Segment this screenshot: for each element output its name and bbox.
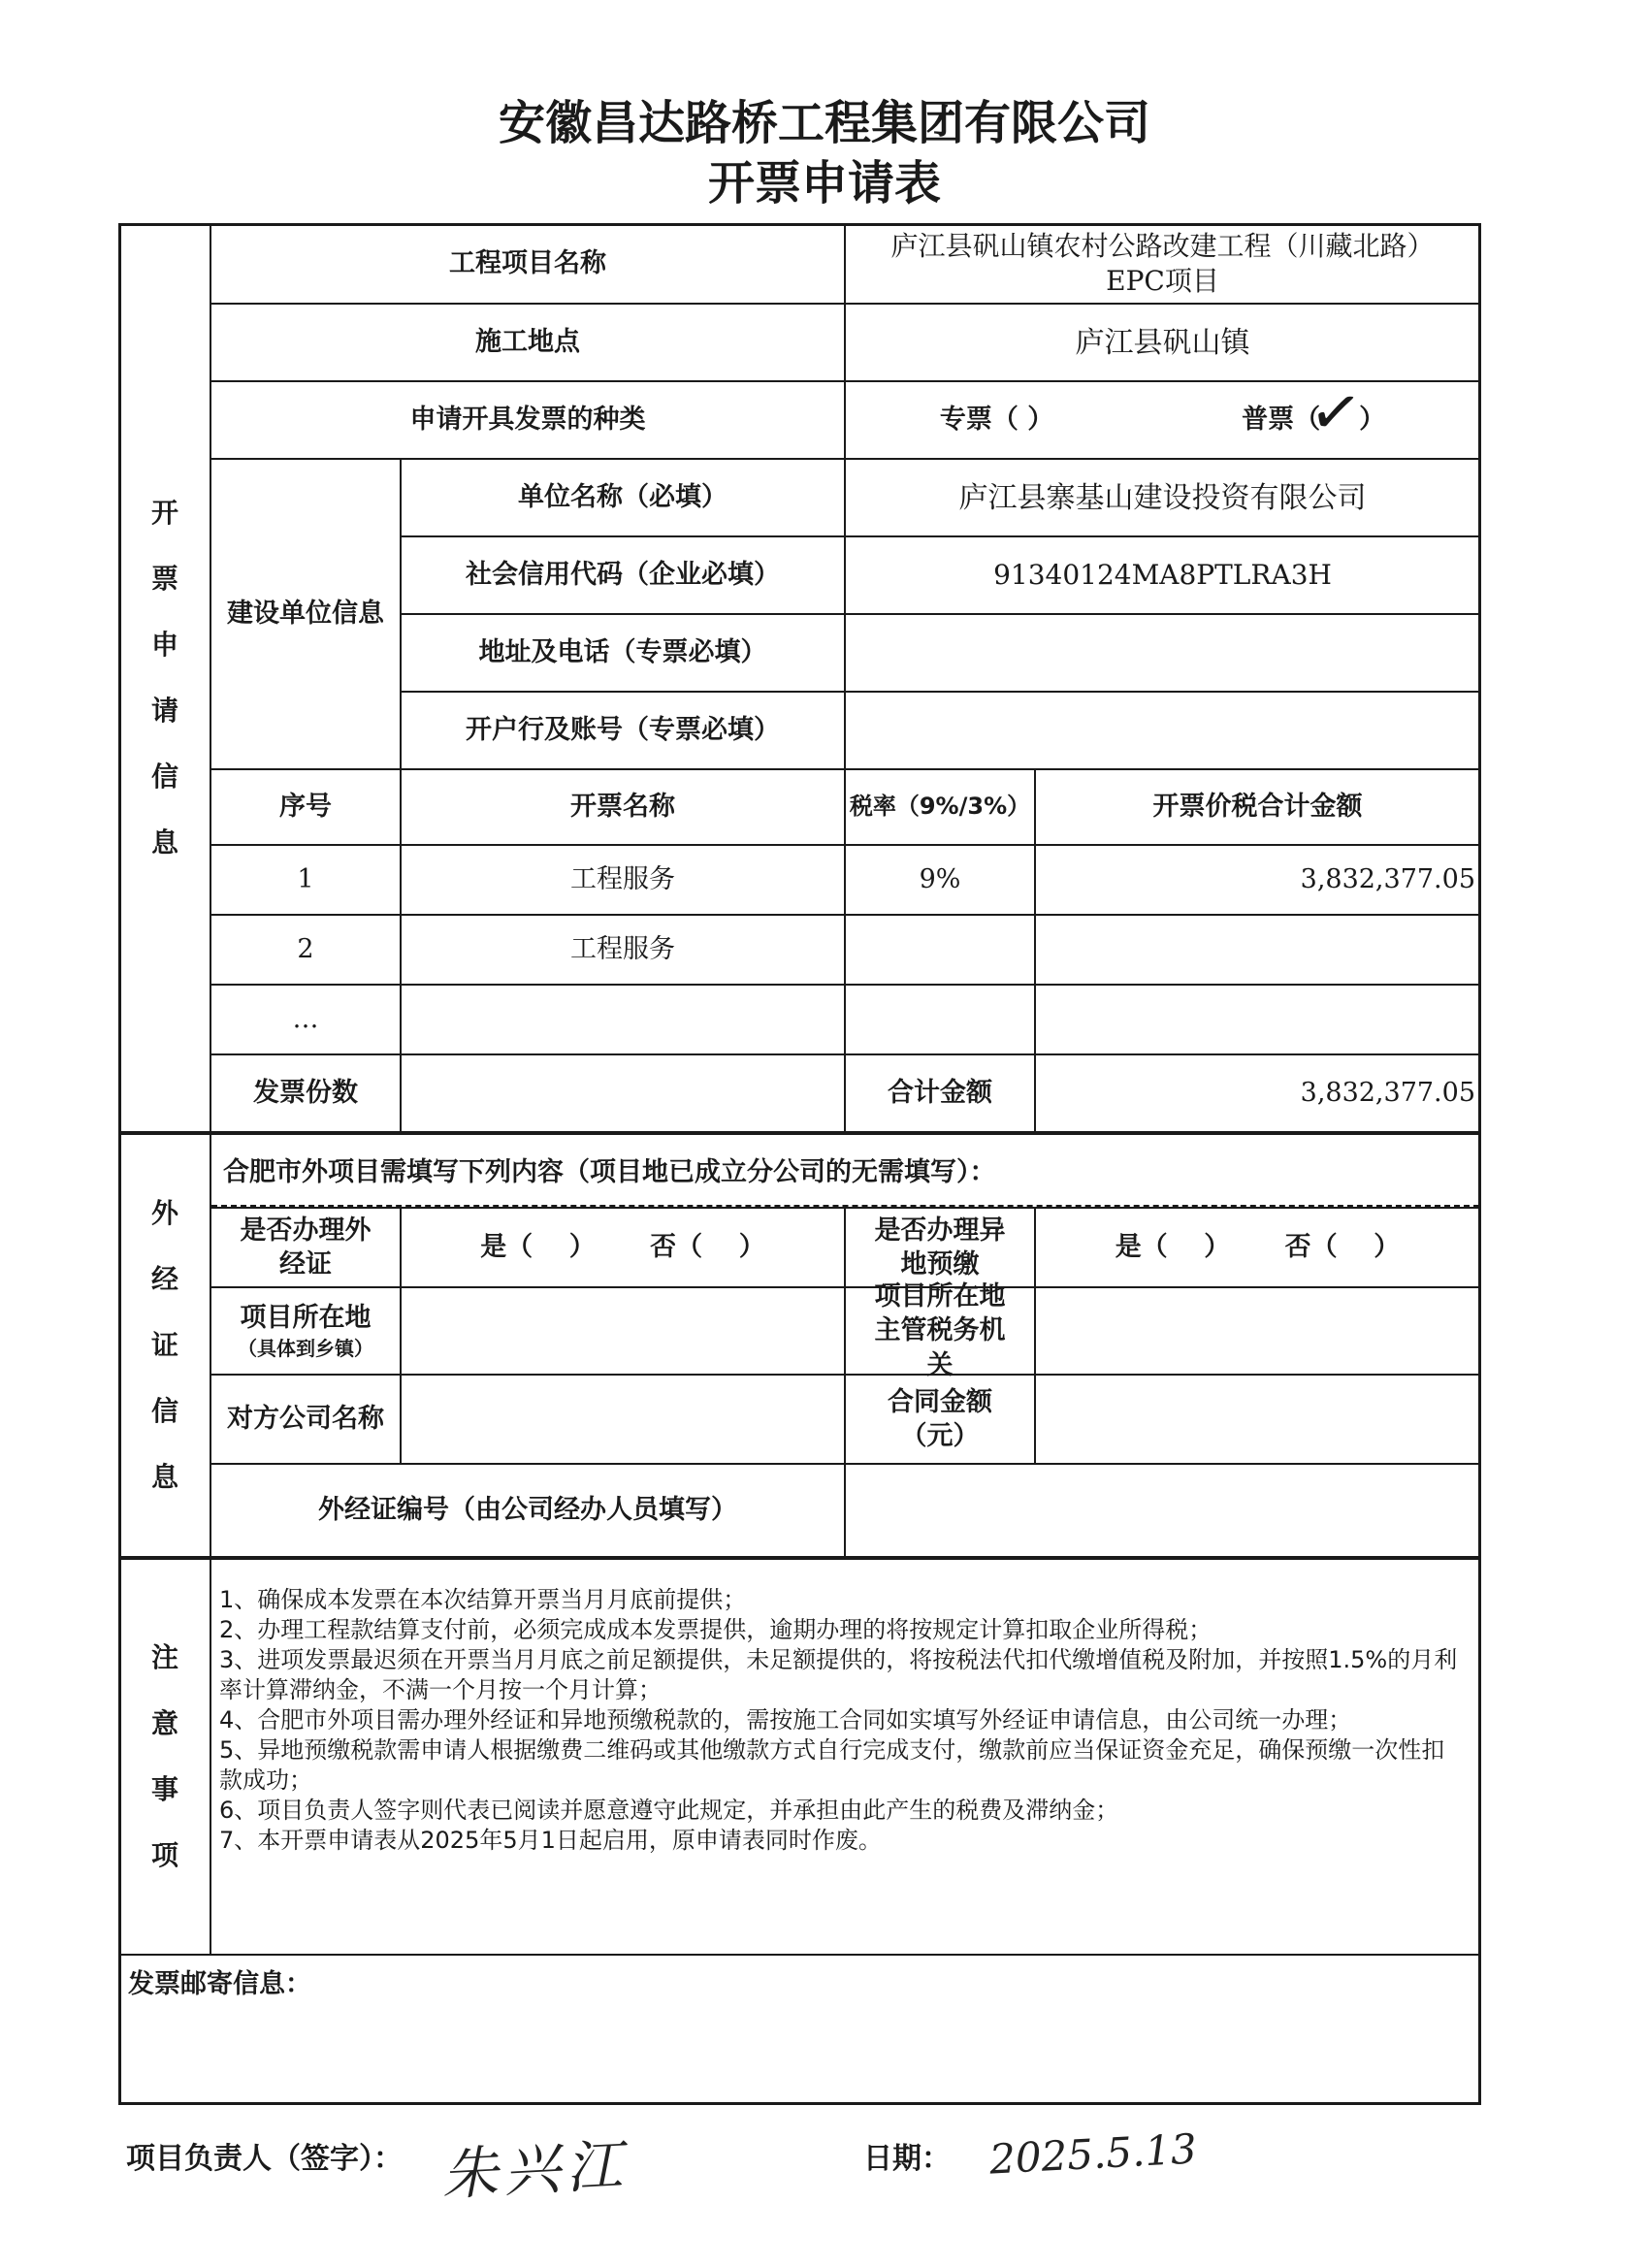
permit-intro: 合肥市外项目需填写下列内容（项目地已成立分公司的无需填写）： [210, 1133, 1481, 1211]
permit-q1-label: 是否办理外经证 [210, 1207, 402, 1288]
note-item: 6、项目负责人签字则代表已阅读并愿意遵守此规定，并承担由此产生的税费及滞纳金； [219, 1797, 1119, 1824]
table-row-1-no: 1 [210, 844, 402, 916]
mailing-info-box[interactable] [118, 1954, 1481, 2105]
section-invoice-label: 开 票 申 请 信 息 [118, 223, 211, 1133]
form-title: 开票申请表 [707, 156, 941, 211]
contract-amount-label: 合同金额（元） [844, 1374, 1036, 1465]
project-location-value[interactable] [400, 1286, 846, 1376]
permit-number-label: 外经证编号（由公司经办人员填写） [210, 1463, 846, 1558]
invoice-count-label: 发票份数 [210, 1053, 402, 1133]
note-item: 3、进项发票最迟须在开票当月月底之前足额提供，未足额提供的，将按税法代扣代缴增值税及附加，并按照1.5%的月利率计算滞纳金，不满一个月按一个月计算； [219, 1646, 1458, 1703]
tax-office-label: 项目所在地主管税务机关 [844, 1286, 1036, 1376]
bank-account-label: 开户行及账号（专票必填） [400, 691, 846, 770]
special-invoice-option[interactable]: 专票（ ） [939, 405, 1054, 436]
section-notes-label: 注 意 事 项 [118, 1558, 211, 1956]
contract-amount-value[interactable] [1034, 1374, 1481, 1465]
credit-code-label: 社会信用代码（企业必填） [400, 535, 846, 615]
bank-account-value[interactable] [844, 691, 1481, 770]
counterparty-value[interactable] [400, 1374, 846, 1465]
invoice-count-value[interactable] [400, 1053, 846, 1133]
table-row-2-amount[interactable] [1034, 914, 1481, 986]
note-item: 4、合肥市外项目需办理外经证和异地预缴税款的，需按施工合同如实填写外经证申请信息，由公司统一办理； [219, 1706, 1352, 1733]
col-header-rate: 税率（9%/3%） [844, 768, 1036, 846]
check-mark-icon: ✓ [1305, 374, 1367, 453]
invoice-type-label: 申请开具发票的种类 [210, 380, 846, 460]
table-row-1-name: 工程服务 [400, 844, 846, 916]
address-phone-value[interactable] [844, 613, 1481, 693]
note-item: 7、本开票申请表从2025年5月1日起启用，原申请表同时作废。 [219, 1827, 882, 1854]
signer-label: 项目负责人（签字）： [126, 2142, 403, 2176]
application-form [118, 223, 1481, 2105]
note-item: 1、确保成本发票在本次结算开票当月月底前提供； [219, 1586, 747, 1613]
builder-info-label: 建设单位信息 [210, 458, 402, 770]
table-row-1-rate: 9% [844, 844, 1036, 916]
unit-name-value: 庐江县寨基山建设投资有限公司 [844, 458, 1481, 537]
project-location-sublabel: （具体到乡镇） [238, 1336, 373, 1360]
col-header-name: 开票名称 [400, 768, 846, 846]
note-item: 2、办理工程款结算支付前，必须完成成本发票提供，逾期办理的将按规定计算扣取企业所得税； [219, 1616, 1212, 1643]
permit-q2-options[interactable]: 是（ ） 否（ ） [1034, 1207, 1481, 1288]
col-header-amount: 开票价税合计金额 [1034, 768, 1481, 846]
table-row-1-amount: 3,832,377.05 [1034, 844, 1481, 916]
counterparty-label: 对方公司名称 [210, 1374, 402, 1465]
project-name-value: 庐江县矾山镇农村公路改建工程（川藏北路）EPC项目 [844, 223, 1481, 305]
credit-code-value: 91340124MA8PTLRA3H [844, 535, 1481, 615]
table-row-3-no: … [210, 984, 402, 1055]
notes-list [210, 1558, 1481, 1956]
date-label: 日期： [863, 2142, 951, 2176]
company-title: 安徽昌达路桥工程集团有限公司 [498, 96, 1150, 150]
table-row-3-name[interactable] [400, 984, 846, 1055]
table-row-2-no: 2 [210, 914, 402, 986]
note-item: 5、异地预缴税款需申请人根据缴费二维码或其他缴款方式自行完成支付，缴款前应当保证资金充足，确保预缴一次性扣款成功； [219, 1736, 1445, 1794]
mailing-info-label: 发票邮寄信息： [128, 1969, 311, 1999]
signature: 朱兴江 [439, 2132, 630, 2208]
permit-q2-label: 是否办理异地预缴 [844, 1207, 1036, 1288]
table-row-3-amount[interactable] [1034, 984, 1481, 1055]
total-amount-value: 3,832,377.05 [1034, 1053, 1481, 1133]
section-permit-label: 外 经 证 信 息 [118, 1133, 211, 1558]
total-amount-label: 合计金额 [844, 1053, 1036, 1133]
unit-name-label: 单位名称（必填） [400, 458, 846, 537]
site-label: 施工地点 [210, 303, 846, 382]
address-phone-label: 地址及电话（专票必填） [400, 613, 846, 693]
invoice-type-options [844, 374, 1481, 460]
project-location-label: 项目所在地 （具体到乡镇） [210, 1286, 402, 1376]
date-value: 2025.5.13 [987, 2124, 1198, 2184]
project-name-label: 工程项目名称 [210, 223, 846, 305]
permit-number-value[interactable] [844, 1463, 1481, 1558]
permit-q1-options[interactable]: 是（ ） 否（ ） [400, 1207, 846, 1288]
col-header-no: 序号 [210, 768, 402, 846]
table-row-2-rate[interactable] [844, 914, 1036, 986]
normal-invoice-option[interactable]: 普票（ ） ✓ [1242, 403, 1385, 437]
tax-office-value[interactable] [1034, 1286, 1481, 1376]
site-value: 庐江县矾山镇 [844, 303, 1481, 382]
table-row-3-rate[interactable] [844, 984, 1036, 1055]
table-row-2-name: 工程服务 [400, 914, 846, 986]
